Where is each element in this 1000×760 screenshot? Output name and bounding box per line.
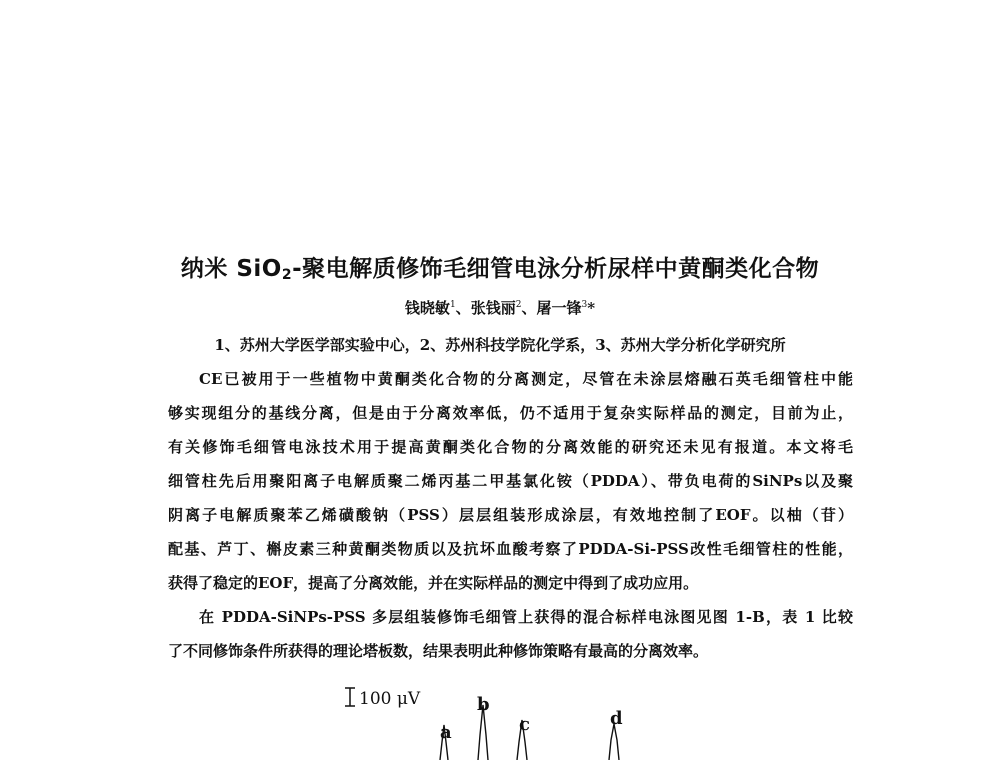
corresponding-mark: * <box>587 299 596 317</box>
author-list <box>0 297 1000 318</box>
abstract-paragraph-2 <box>168 600 853 668</box>
text-line: 细管柱先后用聚阳离子电解质聚二烯丙基二甲基氯化铵（PDDA）、带负电荷的SiNPs以及聚 <box>168 472 853 490</box>
scale-bar <box>345 688 355 706</box>
author-separator: 、 <box>521 299 537 317</box>
peak-label-a: a <box>440 722 452 743</box>
text-line: 在 PDDA-SiNPs-PSS 多层组装修饰毛细管上获得的混合标样电泳图见图 1-B，表 1 比较 <box>199 608 853 626</box>
author-affil-mark: 3 <box>581 300 588 310</box>
text-line: 获得了稳定的EOF，提高了分离效能，并在实际样品的测定中得到了成功应用。 <box>168 574 699 592</box>
peak-d <box>609 724 619 760</box>
text-line: 有关修饰毛细管电泳技术用于提高黄酮类化合物的分离效能的研究还未见有报道。本文将毛 <box>168 438 853 456</box>
affiliations: 1、苏州大学医学部实验中心，2、苏州科技学院化学系，3、苏州大学分析化学研究所 <box>214 336 786 354</box>
text-line: 阴离子电解质聚苯乙烯磺酸钠（PSS）层层组装形成涂层，有效地控制了EOF。以柚（苷） <box>168 506 853 524</box>
author-name: 钱晓敏 <box>404 299 450 317</box>
paper-title <box>0 250 1000 283</box>
text-line: 配基、芦丁、槲皮素三种黄酮类物质以及抗坏血酸考察了PDDA-Si-PSS改性毛细管柱的性能， <box>168 540 853 558</box>
text-line: CE已被用于一些植物中黄酮类化合物的分离测定，尽管在未涂层熔融石英毛细管柱中能 <box>199 370 853 388</box>
title-pre: 纳米 SiO <box>180 256 282 282</box>
peak-label-d: d <box>610 708 623 729</box>
author-name: 屠一锋 <box>536 299 582 317</box>
scale-label: 100 μV <box>359 689 421 709</box>
electropherogram-figure <box>330 680 660 760</box>
text-line: 够实现组分的基线分离，但是由于分离效率低，仍不适用于复杂实际样品的测定，目前为止， <box>168 404 853 422</box>
author-affil-mark: 2 <box>515 300 522 310</box>
abstract-paragraph-1 <box>168 362 853 600</box>
text-line: 了不同修饰条件所获得的理论塔板数，结果表明此种修饰策略有最高的分离效率。 <box>168 642 709 660</box>
author-separator: 、 <box>455 299 471 317</box>
author-affil-mark: 1 <box>449 300 456 310</box>
title-subscript: 2 <box>281 267 293 283</box>
peak-label-b: b <box>477 694 490 715</box>
peak-label-c: c <box>519 714 530 735</box>
title-post: -聚电解质修饰毛细管电泳分析尿样中黄酮类化合物 <box>292 256 820 282</box>
author-name: 张钱丽 <box>470 299 516 317</box>
